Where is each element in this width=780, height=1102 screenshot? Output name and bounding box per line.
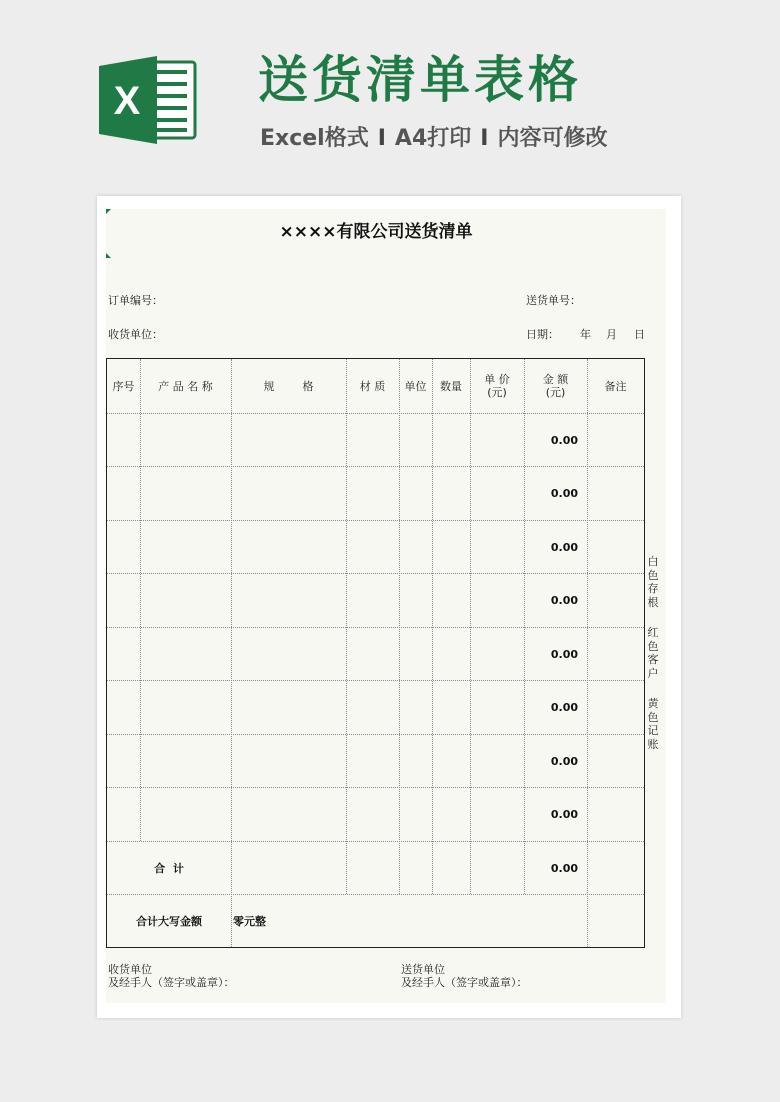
row-amount: 0.00 bbox=[550, 434, 578, 447]
sender-sign-line2: 及经手人（签字或盖章）： bbox=[401, 976, 528, 989]
total-label: 合 计 bbox=[154, 862, 184, 875]
header-amount: 金 额 (元) bbox=[542, 373, 569, 399]
capital-amount-label: 合计大写金额 bbox=[136, 915, 202, 928]
document-title: ××××有限公司送货清单 bbox=[279, 222, 473, 242]
subtitle-editable: 内容可修改 bbox=[497, 126, 608, 151]
delivery-no-label: 送货单号： bbox=[526, 294, 581, 307]
receiver-sign-line2: 及经手人（签字或盖章）： bbox=[108, 976, 235, 989]
header-unit-price: 单 价 (元) bbox=[484, 373, 510, 399]
total-amount: 0.00 bbox=[550, 862, 578, 875]
banner-title: 送货清单表格 bbox=[258, 51, 582, 109]
row-divider bbox=[107, 734, 644, 735]
row-amount: 0.00 bbox=[550, 487, 578, 500]
row-divider bbox=[107, 680, 644, 681]
row-divider bbox=[107, 573, 644, 574]
svg-text:X: X bbox=[113, 79, 141, 123]
side-note-stub: 白色存根 bbox=[647, 555, 659, 609]
row-amount: 0.00 bbox=[550, 701, 578, 714]
header-product-name: 产 品 名 称 bbox=[158, 379, 213, 393]
excel-logo-icon bbox=[99, 56, 199, 144]
column-divider bbox=[587, 359, 588, 947]
order-no-label: 订单编号： bbox=[108, 294, 163, 307]
column-divider bbox=[140, 359, 141, 841]
capital-amount-value: 零元整 bbox=[233, 915, 266, 928]
banner-subtitle bbox=[260, 124, 607, 154]
row-amount: 0.00 bbox=[550, 541, 578, 554]
date-label: 日期： bbox=[526, 328, 559, 341]
header-index: 序号 bbox=[112, 379, 135, 393]
row-divider bbox=[107, 627, 644, 628]
subtitle-format: Excel格式 bbox=[260, 126, 369, 151]
header-quantity: 数量 bbox=[440, 379, 462, 393]
subtitle-separator: I bbox=[377, 126, 386, 151]
side-note-customer: 红色客户 bbox=[647, 626, 659, 680]
receiver-label: 收货单位： bbox=[108, 328, 163, 341]
header-spec: 规 格 bbox=[263, 379, 314, 393]
subtitle-print: A4打印 bbox=[394, 126, 472, 151]
row-divider bbox=[107, 787, 644, 788]
row-divider bbox=[107, 520, 644, 521]
cell-corner-marker bbox=[106, 209, 111, 214]
column-divider bbox=[231, 359, 232, 947]
row-amount: 0.00 bbox=[550, 808, 578, 821]
date-month: 月 bbox=[606, 328, 617, 341]
row-divider bbox=[107, 413, 644, 414]
date-day: 日 bbox=[634, 328, 645, 341]
header-material: 材 质 bbox=[359, 379, 386, 393]
row-divider bbox=[107, 894, 644, 895]
header-unit: 单位 bbox=[404, 379, 427, 393]
row-amount: 0.00 bbox=[550, 648, 578, 661]
banner bbox=[0, 0, 780, 200]
receiver-sign-line1: 收货单位 bbox=[108, 963, 152, 976]
row-divider bbox=[107, 466, 644, 467]
sender-sign-line1: 送货单位 bbox=[401, 963, 445, 976]
side-note-accounting: 黄色记账 bbox=[647, 697, 659, 751]
subtitle-separator: I bbox=[480, 126, 489, 151]
row-divider bbox=[107, 841, 644, 842]
header-remark: 备注 bbox=[604, 379, 627, 393]
row-amount: 0.00 bbox=[550, 755, 578, 768]
date-year: 年 bbox=[580, 328, 591, 341]
row-amount: 0.00 bbox=[550, 594, 578, 607]
cell-corner-marker bbox=[106, 253, 111, 258]
